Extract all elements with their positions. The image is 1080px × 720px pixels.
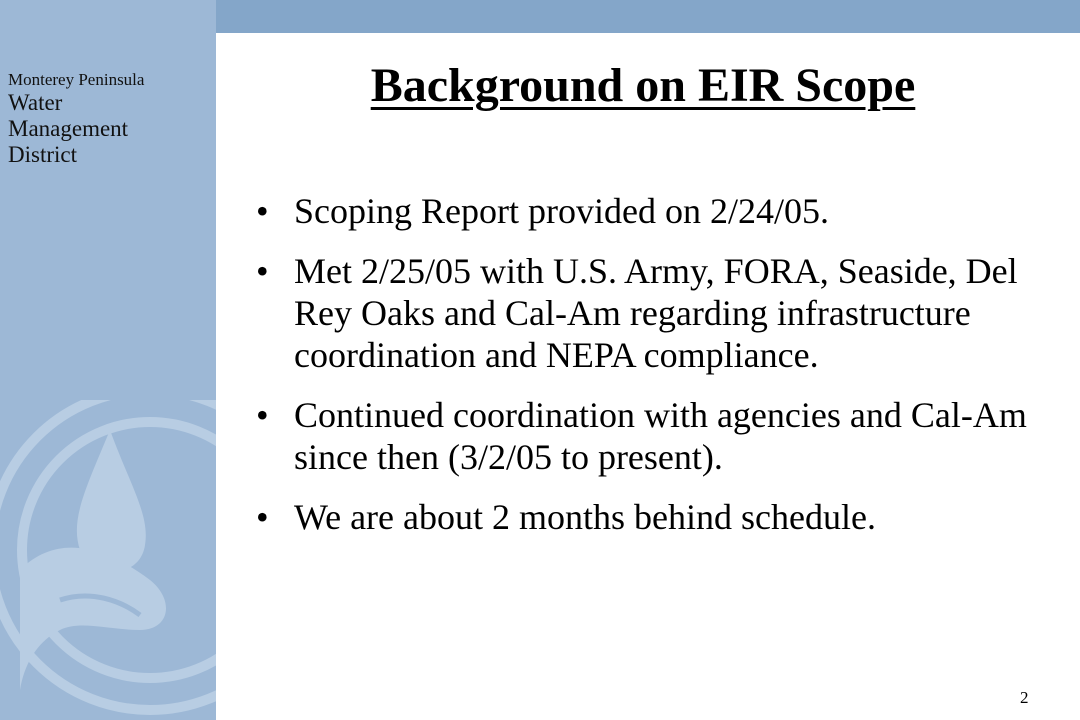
bullet-text: Continued coordination with agencies and Cal-Am since then (3/2/05 to present). xyxy=(294,395,1027,477)
bullet-item xyxy=(256,190,1056,232)
water-drop-hand-logo-icon xyxy=(0,400,216,720)
bullet-text: Met 2/25/05 with U.S. Army, FORA, Seaside, Del Rey Oaks and Cal-Am regarding infrastructure coordination and NEPA compliance. xyxy=(294,251,1018,375)
bullet-item xyxy=(256,394,1056,478)
organization-line-1: Monterey Peninsula xyxy=(8,70,145,89)
organization-name xyxy=(8,70,144,169)
top-bar xyxy=(216,0,1080,33)
organization-line-2: Water xyxy=(8,89,63,115)
bullet-text: We are about 2 months behind schedule. xyxy=(294,497,876,537)
bullet-item xyxy=(256,496,1056,538)
slide-title: Background on EIR Scope xyxy=(370,59,916,112)
bullet-text: Scoping Report provided on 2/24/05. xyxy=(294,191,829,231)
bullet-dot-icon: • xyxy=(256,191,269,231)
organization-line-3: Management xyxy=(8,115,129,141)
bullet-dot-icon: • xyxy=(256,497,269,537)
bullet-dot-icon: • xyxy=(256,251,269,291)
bullet-list xyxy=(256,190,1056,556)
sidebar-panel xyxy=(0,0,216,720)
organization-line-4: District xyxy=(8,142,77,168)
bullet-dot-icon: • xyxy=(256,395,269,435)
page-number: 2 xyxy=(1020,688,1029,707)
bullet-item xyxy=(256,250,1056,376)
